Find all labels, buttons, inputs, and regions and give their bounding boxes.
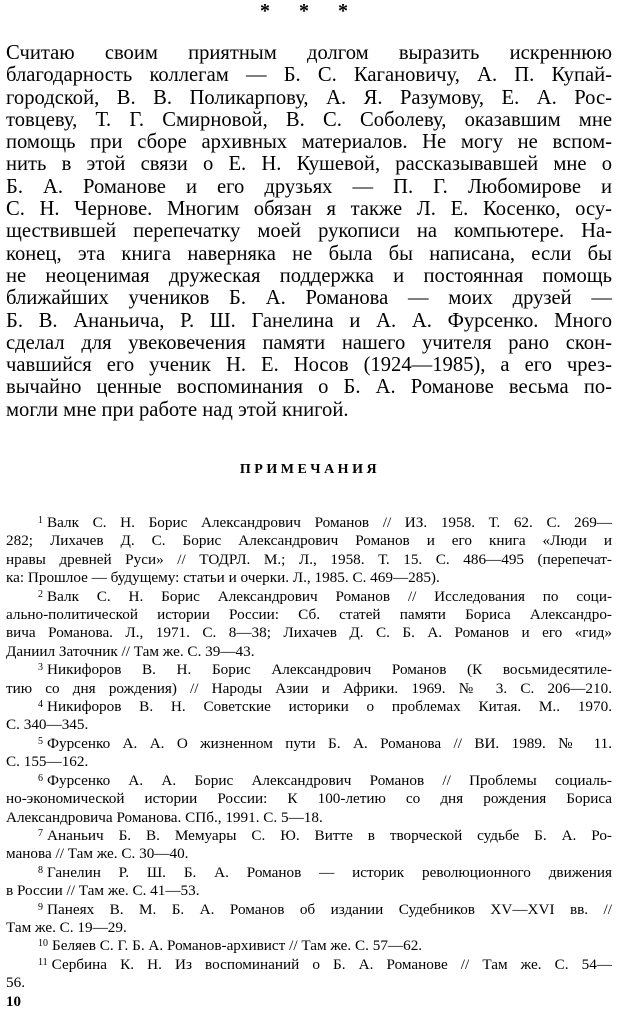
note-line bbox=[6, 661, 612, 679]
section-separator: * * * bbox=[260, 0, 360, 22]
note-text: Ананьич Б. В. Мемуары С. Ю. Витте в творческой судьбе Б. А. Ро- bbox=[47, 826, 612, 844]
notes-heading: ПРИМЕЧАНИЯ bbox=[239, 462, 381, 477]
note-text: Никифоров В. Н. Борис Александрович Романов (К восьмидесятиле- bbox=[47, 661, 612, 679]
note-line bbox=[6, 753, 612, 771]
note-line bbox=[6, 716, 612, 734]
note-item bbox=[6, 827, 612, 864]
note-line bbox=[6, 956, 612, 974]
note-text: в России // Там же. С. 41—53. bbox=[6, 882, 200, 900]
paragraph-line: благодарность коллегам — Б. С. Кагановичу, А. П. Купай- bbox=[6, 64, 612, 87]
note-line bbox=[6, 551, 612, 569]
paragraph-line: чавшийся его ученик Н. Е. Носов (1924—1985), а его чрез- bbox=[6, 354, 612, 377]
note-text: Валк С. Н. Борис Александрович Романов // Исследования по соци- bbox=[47, 587, 612, 605]
note-text: Ганелин Р. Ш. Б. А. Романов — историк революционного движения bbox=[47, 863, 612, 881]
note-line bbox=[6, 845, 612, 863]
note-text: Панеях В. М. Б. А. Романов об издании Судебников XV—XVI вв. // bbox=[47, 900, 612, 918]
note-item bbox=[6, 735, 612, 772]
note-line bbox=[6, 643, 612, 661]
paragraph-line: С. Н. Чернове. Многим обязан я также Л. Е. Косенко, осу- bbox=[6, 198, 612, 221]
note-line bbox=[6, 901, 612, 919]
note-line bbox=[6, 532, 612, 550]
note-text: Фурсенко А. А. Борис Александрович Романов // Проблемы социаль- bbox=[47, 771, 612, 789]
note-text: манова // Там же. С. 30—40. bbox=[6, 845, 189, 863]
note-text: Фурсенко А. А. О жизненном пути Б. А. Романова // ВИ. 1989. № 11. bbox=[47, 734, 612, 752]
paragraph-line: конец, эта книга наверняка не была бы написана, если бы bbox=[6, 242, 612, 265]
paragraph-line: вычайно ценные воспоминания о Б. А. Романове весьма по- bbox=[6, 376, 612, 399]
note-line bbox=[6, 809, 612, 827]
note-text: С. 340—345. bbox=[6, 716, 89, 734]
note-line bbox=[6, 919, 612, 937]
note-item bbox=[6, 901, 612, 938]
note-number: 2 bbox=[38, 588, 43, 600]
note-number: 8 bbox=[38, 864, 43, 876]
paragraph-line: могли мне при работе над этой книгой. bbox=[6, 398, 349, 421]
notes-list bbox=[6, 514, 612, 993]
note-text: 282; Лихачев Д. С. Борис Александрович Романов и его книга «Люди и bbox=[6, 532, 612, 550]
note-text: ально-политической истории России: Сб. статей памяти Бориса Александро- bbox=[6, 606, 612, 624]
note-text: 56. bbox=[6, 974, 25, 992]
note-item bbox=[6, 956, 612, 993]
paragraph-line: Б. А. Романове и его друзьях — П. Г. Любомирове и bbox=[6, 175, 612, 198]
paragraph-line: ществившей перепечатку моей рукописи на компьютере. На- bbox=[6, 220, 612, 243]
note-number: 1 bbox=[38, 515, 43, 526]
paragraph-line: Считаю своим приятным долгом выразить искреннюю bbox=[6, 42, 612, 64]
note-number: 5 bbox=[38, 735, 43, 747]
note-line bbox=[6, 624, 612, 642]
note-text: тию со дня рождения) // Народы Азии и Африки. 1969. № 3. С. 206—210. bbox=[6, 679, 612, 697]
paragraph-line: сделал для увековечения памяти нашего учителя рано скон- bbox=[6, 331, 612, 354]
note-text: С. 155—162. bbox=[6, 753, 89, 771]
note-item bbox=[6, 772, 612, 827]
note-line bbox=[6, 790, 612, 808]
paragraph-line: нить в этой связи о Е. Н. Кушевой, рассказывавшей мне о bbox=[6, 153, 612, 176]
note-text: Даниил Заточник // Там же. С. 39—43. bbox=[6, 642, 255, 660]
note-line bbox=[6, 974, 612, 992]
note-text: Валк С. Н. Борис Александрович Романов // ИЗ. 1958. Т. 62. С. 269— bbox=[47, 514, 612, 531]
note-number: 10 bbox=[38, 938, 48, 950]
note-line bbox=[6, 864, 612, 882]
note-line bbox=[6, 735, 612, 753]
note-number: 3 bbox=[38, 662, 43, 674]
note-line bbox=[6, 698, 612, 716]
note-line bbox=[6, 569, 612, 587]
note-text: Александровича Романова. СПб., 1991. С. 5—18. bbox=[6, 808, 323, 826]
note-line bbox=[6, 588, 612, 606]
note-number: 7 bbox=[38, 827, 43, 839]
note-text: Там же. С. 19—29. bbox=[6, 918, 127, 936]
paragraph-line: товцеву, Т. Г. Смирновой, В. С. Соболеву, оказавшим мне bbox=[6, 108, 612, 131]
paragraph-line: ближайших учеников Б. А. Романова — моих друзей — bbox=[6, 287, 612, 310]
note-number: 4 bbox=[38, 699, 43, 711]
note-item bbox=[6, 514, 612, 588]
note-item bbox=[6, 661, 612, 735]
paragraph-line: помощь при сборе архивных материалов. Не могу не вспом- bbox=[6, 131, 612, 154]
note-text: Сербина К. Н. Из воспоминаний о Б. А. Романове // Там же. С. 54— bbox=[51, 955, 612, 973]
paragraph-line: не неоценимая дружеская поддержка и постоянная помощь bbox=[6, 264, 612, 287]
note-text: Беляев С. Г. Б. А. Романов-архивист // Там же. С. 57—62. bbox=[52, 937, 423, 955]
acknowledgment-paragraph bbox=[6, 42, 612, 421]
note-text: но-экономической истории России: К 100-летию со дня рождения Бориса bbox=[6, 790, 612, 808]
note-item bbox=[6, 937, 612, 955]
note-line bbox=[6, 680, 612, 698]
paragraph-line: городской, В. В. Поликарпову, А. Я. Разумову, Е. А. Рос- bbox=[6, 86, 612, 109]
note-number: 9 bbox=[38, 901, 43, 913]
note-item bbox=[6, 864, 612, 901]
note-line bbox=[6, 606, 612, 624]
note-line bbox=[6, 772, 612, 790]
page-number: 10 bbox=[6, 994, 21, 1010]
note-text: Никифоров В. Н. Советские историки о проблемах Китая. М.. 1970. bbox=[47, 698, 612, 716]
note-number: 6 bbox=[38, 772, 43, 784]
note-line bbox=[6, 882, 612, 900]
note-line bbox=[6, 514, 612, 532]
note-text: нравы древней Руси» // ТОДРЛ. М.; Л., 1958. Т. 15. С. 486—495 (перепечат- bbox=[6, 550, 612, 568]
note-item bbox=[6, 588, 612, 662]
note-number: 11 bbox=[38, 956, 48, 968]
note-text: ка: Прошлое — будущему: статьи и очерки. Л., 1985. С. 469—285). bbox=[6, 569, 440, 587]
paragraph-line: Б. В. Ананьича, Р. Ш. Ганелина и А. А. Фурсенко. Много bbox=[6, 309, 612, 332]
note-line bbox=[6, 827, 612, 845]
note-text: вича Романова. Л., 1971. С. 8—38; Лихачев Д. С. Б. А. Романов и его «гид» bbox=[6, 624, 612, 642]
note-line bbox=[6, 937, 612, 955]
